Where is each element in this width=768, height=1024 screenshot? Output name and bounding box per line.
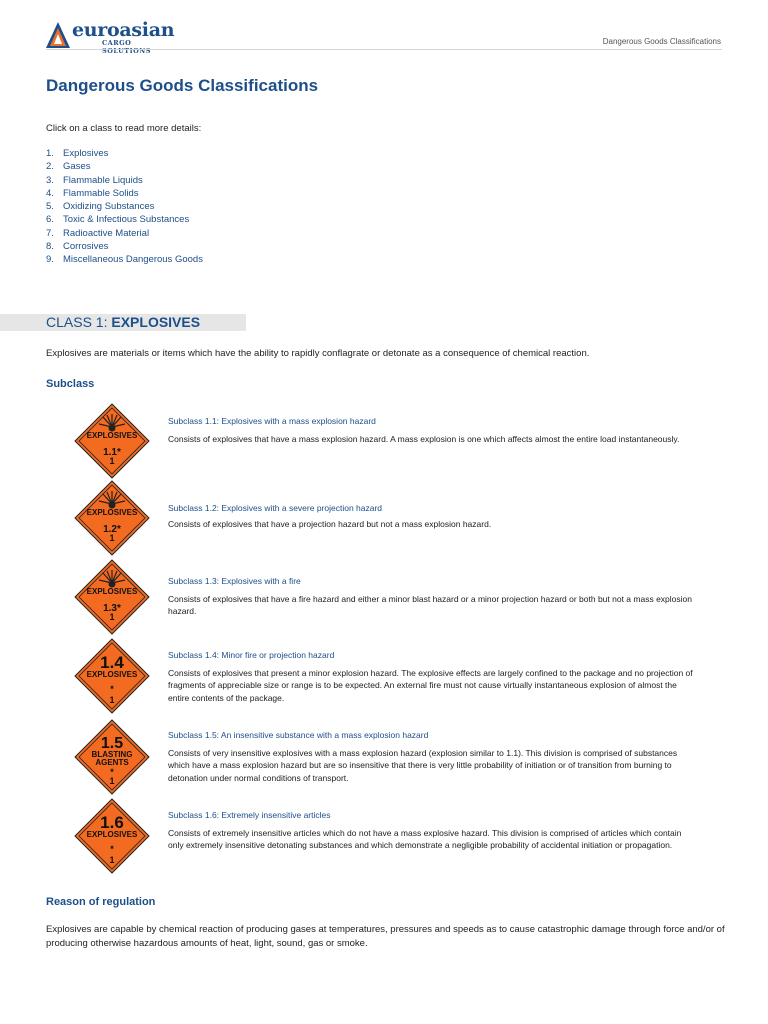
placard-label: EXPLOSIVES <box>86 587 138 596</box>
placard-star: * <box>110 844 114 854</box>
placard-label: EXPLOSIVES <box>86 670 138 679</box>
company-logo[interactable] <box>46 19 176 55</box>
placard-class: 1 <box>109 612 115 622</box>
placard-label: EXPLOSIVES <box>86 508 138 517</box>
placard-division: 1.4 <box>100 653 124 672</box>
placard-label: EXPLOSIVES <box>86 830 138 839</box>
subclass-1-1-text: Consists of explosives that have a mass explosion hazard. A mass explosion is one which affects almost the entire load instantaneously. <box>168 434 680 444</box>
explosives-placard-1-1-icon <box>74 403 150 479</box>
subclass-1-5-text: Consists of very insensitive explosives with a mass explosion hazard (explosion similar to 1.1). This division is comprised of substances which have a mass explosion hazard but are so insensitive that there is very little probability of initiation or of transition from burning to detonation under normal conditions of transport. <box>168 748 678 783</box>
class-link-oxidizing-substances[interactable]: Oxidizing Substances <box>63 201 155 213</box>
placard-class: 1 <box>109 855 115 865</box>
placard-label-line2: AGENTS <box>95 758 129 767</box>
header-divider <box>46 49 722 50</box>
subclass-1-3-title: Subclass 1.3: Explosives with a fire <box>168 576 301 586</box>
placard-code: 1.2* <box>103 524 121 535</box>
class-link-gases[interactable]: Gases <box>63 161 91 173</box>
placard-class: 1 <box>109 456 115 466</box>
placard-class: 1 <box>109 776 115 786</box>
placard-label-line1: BLASTING <box>91 750 133 759</box>
class-link-flammable-liquids[interactable]: Flammable Liquids <box>63 174 143 186</box>
class-link-flammable-solids[interactable]: Flammable Solids <box>63 187 139 199</box>
logo-name: euroasian <box>72 19 175 41</box>
class-list <box>46 147 203 267</box>
subclass-1-1-title: Subclass 1.1: Explosives with a mass explosion hazard <box>168 416 376 426</box>
class-link-corrosives[interactable]: Corrosives <box>63 241 109 253</box>
subclass-1-2-title: Subclass 1.2: Explosives with a severe projection hazard <box>168 503 383 513</box>
placard-star: * <box>110 684 114 694</box>
list-item[interactable] <box>46 160 203 173</box>
class-prefix: CLASS 1: <box>46 314 108 330</box>
page-title: Dangerous Goods Classifications <box>46 76 319 95</box>
class-heading <box>46 314 200 331</box>
intro-text: Click on a class to read more details: <box>46 123 202 134</box>
list-item[interactable] <box>46 240 203 253</box>
reason-heading: Reason of regulation <box>46 896 156 908</box>
list-number: 2. <box>46 161 54 173</box>
subclass-1-5-title: Subclass 1.5: An insensitive substance with a mass explosion hazard <box>168 730 429 740</box>
placard-division: 1.5 <box>100 735 124 752</box>
subclass-1-6-text: Consists of extremely insensitive articles which do not have a mass explosive hazard. This division is comprised of articles which contain only extremely insensitive detonating substances and which demonstrate a negligible probability of accidental initiation or propagation. <box>168 828 682 851</box>
explosives-placard-1-2-icon <box>74 480 150 556</box>
list-number: 4. <box>46 187 54 199</box>
list-number: 6. <box>46 214 54 226</box>
list-item[interactable] <box>46 174 203 187</box>
list-item[interactable] <box>46 253 203 266</box>
list-item[interactable] <box>46 200 203 213</box>
subclass-heading: Subclass <box>46 378 95 390</box>
class-link-radioactive[interactable]: Radioactive Material <box>63 227 150 239</box>
class-link-miscellaneous[interactable]: Miscellaneous Dangerous Goods <box>63 254 203 266</box>
logo-tagline: CARGO SOLUTIONS <box>102 39 151 55</box>
explosives-placard-1-3-icon <box>74 559 150 635</box>
subclass-1-2-text: Consists of explosives that have a projection hazard but not a mass explosion hazard. <box>168 519 492 529</box>
list-number: 5. <box>46 201 54 213</box>
class-link-toxic-infectious[interactable]: Toxic & Infectious Substances <box>63 214 190 226</box>
placard-star: * <box>110 767 114 777</box>
page-header <box>0 0 768 60</box>
list-item[interactable] <box>46 213 203 226</box>
subclass-1-4-title: Subclass 1.4: Minor fire or projection hazard <box>168 650 335 660</box>
placard-class: 1 <box>109 533 115 543</box>
placard-division: 1.6 <box>100 813 124 832</box>
logo-triangle-icon <box>46 22 70 48</box>
list-item[interactable] <box>46 187 203 200</box>
list-item[interactable] <box>46 147 203 160</box>
placard-label: EXPLOSIVES <box>86 431 138 440</box>
explosives-placard-1-4-icon <box>74 638 150 714</box>
placard-class: 1 <box>109 695 115 705</box>
list-number: 8. <box>46 241 54 253</box>
class-link-explosives[interactable]: Explosives <box>63 148 109 159</box>
reason-text: Explosives are capable by chemical reaction of producing gases at temperatures, pressures and speeds as to cause catastrophic damage through force and/or of producing otherwise hazardous amounts of heat, light, sound, gas or smoke. <box>46 924 725 949</box>
list-number: 9. <box>46 254 54 266</box>
list-number: 7. <box>46 227 54 239</box>
list-number: 3. <box>46 174 54 186</box>
placard-code: 1.3* <box>103 603 121 614</box>
class-name: EXPLOSIVES <box>111 314 201 330</box>
list-item[interactable] <box>46 227 203 240</box>
header-doc-title: Dangerous Goods Classifications <box>602 37 721 46</box>
list-number: 1. <box>46 148 54 159</box>
blasting-agents-placard-1-5-icon <box>74 719 150 795</box>
explosives-placard-1-6-icon <box>74 798 150 874</box>
class-description: Explosives are materials or items which have the ability to rapidly conflagrate or detonate as a consequence of chemical reaction. <box>46 348 590 359</box>
subclass-1-3-text: Consists of explosives that have a fire hazard and either a minor blast hazard or a minor projection hazard or both but not a mass explosion hazard. <box>168 594 692 617</box>
subclass-1-4-text: Consists of explosives that present a minor explosion hazard. The explosive effects are largely confined to the package and no projection of fragments of appreciable size or range is to be expected. An external fire must not cause virtually instantaneous explosion of almost the entire contents of the package. <box>168 668 693 703</box>
subclass-1-6-title: Subclass 1.6: Extremely insensitive articles <box>168 810 331 820</box>
placard-code: 1.1* <box>103 447 121 458</box>
